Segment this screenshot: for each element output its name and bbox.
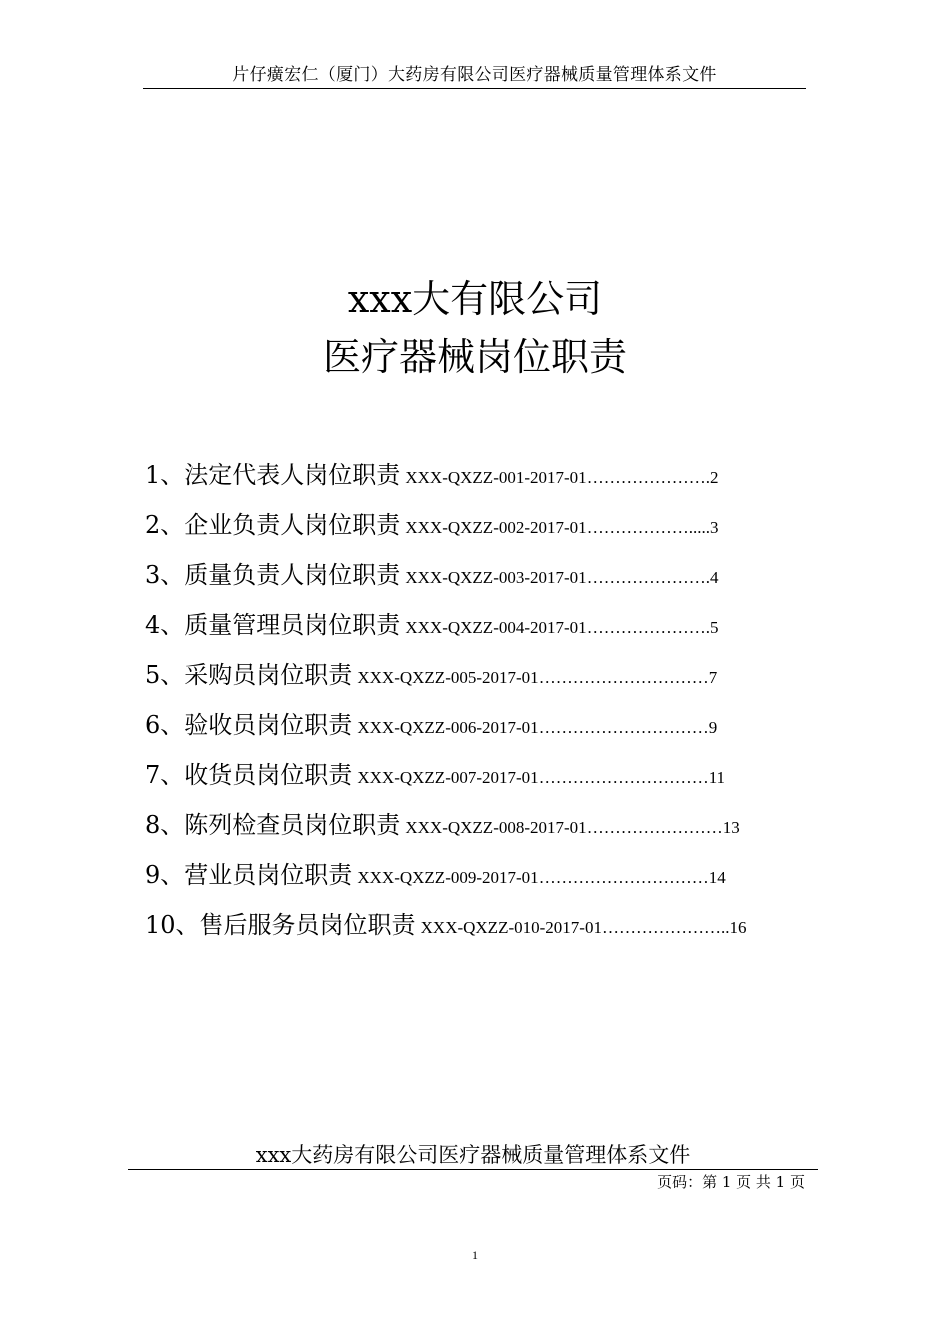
toc-entry-leader: …………………… <box>586 818 723 837</box>
toc-entry-number: 9、 <box>145 861 185 889</box>
toc-entry-number: 7、 <box>145 761 185 789</box>
toc-entry-number: 3、 <box>145 561 185 589</box>
toc-entry-leader: ………………………… <box>538 718 709 737</box>
toc-entry-leader: ………………..... <box>586 518 710 537</box>
toc-entry-title: 法定代表人岗位职责 <box>184 461 401 489</box>
document-title <box>0 270 950 386</box>
toc-entry-page: 7 <box>708 668 718 687</box>
toc-entry-page: 5 <box>709 618 719 637</box>
toc-entry-title: 陈列检查员岗位职责 <box>184 811 401 839</box>
toc-entry[interactable] <box>145 700 845 750</box>
toc-entry-page: 13 <box>722 818 740 837</box>
toc-entry-leader: ………………………… <box>538 868 709 887</box>
toc-entry-code: XXX-QXZZ-001-2017-01 <box>405 468 587 487</box>
header-text: 片仔癀宏仁（厦门）大药房有限公司医疗器械质量管理体系文件 <box>232 65 717 85</box>
toc-entry-title: 收货员岗位职责 <box>184 761 353 789</box>
page-header <box>143 62 806 89</box>
toc-entry[interactable] <box>145 550 845 600</box>
toc-entry-number: 10、 <box>145 911 200 939</box>
toc-entry-code: XXX-QXZZ-010-2017-01 <box>420 918 602 937</box>
toc-entry-code: XXX-QXZZ-005-2017-01 <box>357 668 539 687</box>
toc-entry-title: 企业负责人岗位职责 <box>184 511 401 539</box>
toc-entry-code: XXX-QXZZ-008-2017-01 <box>405 818 587 837</box>
toc-entry-code: XXX-QXZZ-003-2017-01 <box>405 568 587 587</box>
toc-entry-leader: ………………………… <box>538 768 709 787</box>
footer-title-text: xxx大药房有限公司医疗器械质量管理体系文件 <box>255 1143 691 1167</box>
table-of-contents <box>145 450 845 950</box>
toc-entry-title: 采购员岗位职责 <box>184 661 353 689</box>
toc-entry[interactable] <box>145 600 845 650</box>
footer-title <box>128 1142 818 1170</box>
toc-entry-number: 4、 <box>145 611 185 639</box>
toc-entry[interactable] <box>145 500 845 550</box>
toc-entry-page: 3 <box>709 518 719 537</box>
toc-entry-title: 质量负责人岗位职责 <box>184 561 401 589</box>
page-number: 1 <box>472 1248 478 1262</box>
toc-entry-leader: ………………….. <box>601 918 730 937</box>
toc-entry-code: XXX-QXZZ-006-2017-01 <box>357 718 539 737</box>
toc-entry[interactable] <box>145 850 845 900</box>
toc-entry-code: XXX-QXZZ-009-2017-01 <box>357 868 539 887</box>
toc-entry[interactable] <box>145 800 845 850</box>
toc-entry[interactable] <box>145 900 845 950</box>
footer-page-info: 页码：第 1 页 共 1 页 <box>657 1173 805 1191</box>
toc-entry-code: XXX-QXZZ-004-2017-01 <box>405 618 587 637</box>
toc-entry-page: 2 <box>709 468 719 487</box>
toc-entry-number: 5、 <box>145 661 185 689</box>
toc-entry-page: 14 <box>708 868 726 887</box>
toc-entry-leader: …………………. <box>586 568 710 587</box>
toc-entry-title: 营业员岗位职责 <box>184 861 353 889</box>
toc-entry-leader: ………………………… <box>538 668 709 687</box>
toc-entry-page: 16 <box>729 918 747 937</box>
toc-entry-leader: …………………. <box>586 618 710 637</box>
title-subject: 医疗器械岗位职责 <box>322 335 627 379</box>
toc-entry[interactable] <box>145 650 845 700</box>
toc-entry-number: 6、 <box>145 711 185 739</box>
toc-entry-leader: …………………. <box>586 468 710 487</box>
toc-entry-code: XXX-QXZZ-007-2017-01 <box>357 768 539 787</box>
title-company: xxx大有限公司 <box>347 277 603 321</box>
toc-entry-number: 1、 <box>145 461 185 489</box>
toc-entry-page: 4 <box>709 568 719 587</box>
toc-entry-title: 验收员岗位职责 <box>184 711 353 739</box>
toc-entry-title: 质量管理员岗位职责 <box>184 611 401 639</box>
toc-entry[interactable] <box>145 750 845 800</box>
toc-entry[interactable] <box>145 450 845 500</box>
toc-entry-number: 8、 <box>145 811 185 839</box>
toc-entry-number: 2、 <box>145 511 185 539</box>
toc-entry-title: 售后服务员岗位职责 <box>199 911 416 939</box>
toc-entry-page: 11 <box>708 768 726 787</box>
toc-entry-code: XXX-QXZZ-002-2017-01 <box>405 518 587 537</box>
toc-entry-page: 9 <box>708 718 718 737</box>
